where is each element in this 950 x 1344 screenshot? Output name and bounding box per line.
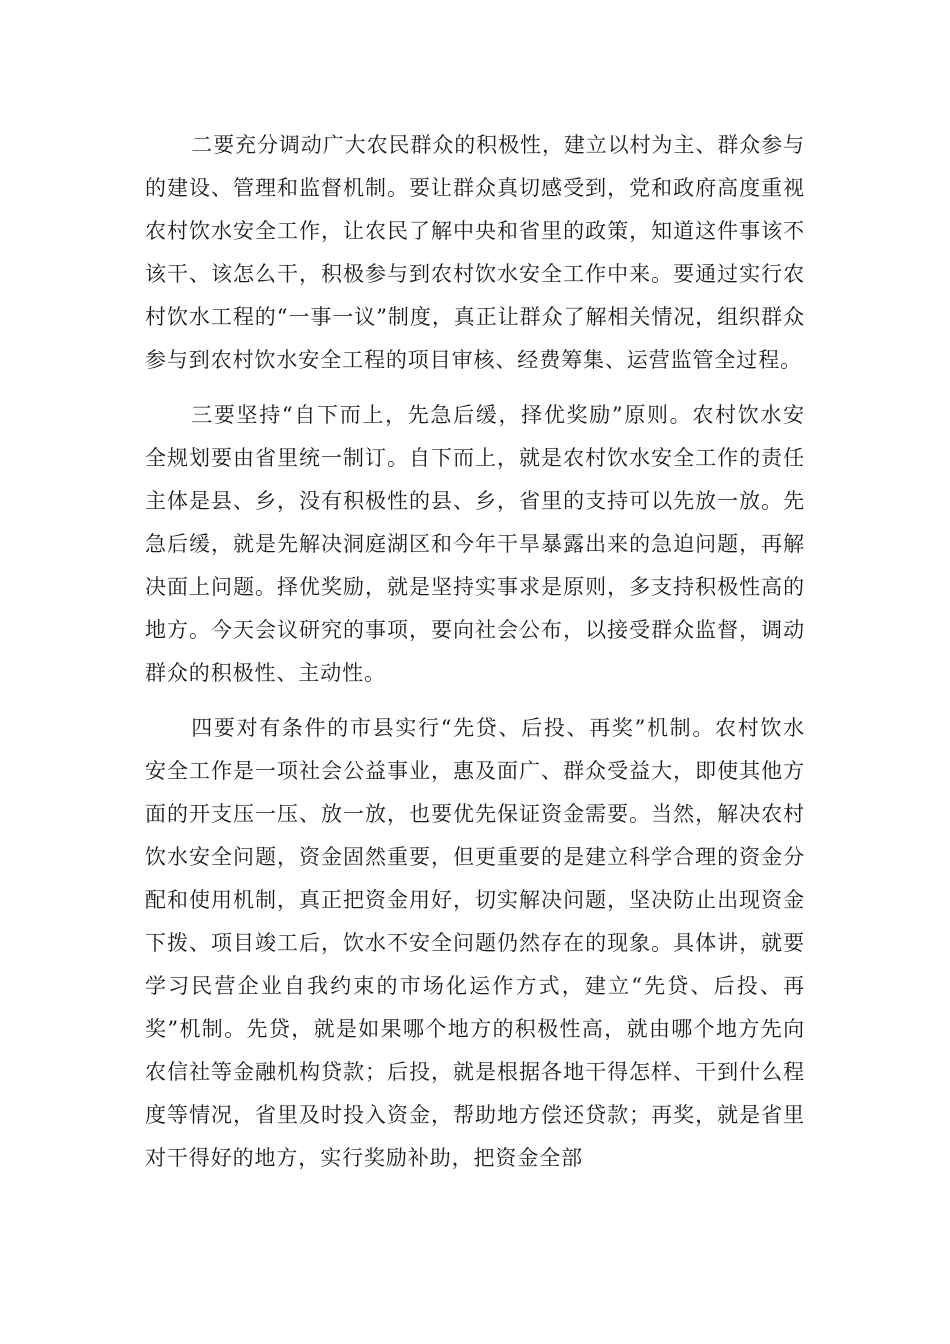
paragraph-2: 二要充分调动广大农民群众的积极性，建立以村为主、群众参与的建设、管理和监督机制。要让群众真切感受到，党和政府高度重视农村饮水安全工作，让农民了解中央和省里的政策，知道这件事该不该干、该怎么干，积极参与到农村饮水安全工作中来。要通过实行农村饮水工程的“一事一议”制度，真正让群众了解相关情况，组织群众参与到农村饮水安全工程的项目审核、经费筹集、运营监管全过程。 — [145, 133, 805, 372]
paragraph-4: 四要对有条件的市县实行“先贷、后投、再奖”机制。农村饮水安全工作是一项社会公益事业，惠及面广、群众受益大，即使其他方面的开支压一压、放一放，也要优先保证资金需要。当然，解决农村饮水安全问题，资金固然重要，但更重要的是建立科学合理的资金分配和使用机制，真正把资金用好，切实解决问题，坚决防止出现资金下拨、项目竣工后，饮水不安全问题仍然存在的现象。具体讲，就要学习民营企业自我约束的市场化运作方式，建立“先贷、后投、再奖”机制。先贷，就是如果哪个地方的积极性高，就由哪个地方先向农信社等金融机构贷款；后投，就是根据各地干得怎样、干到什么程度等情况，省里及时投入资金，帮助地方偿还贷款；再奖，就是省里对干得好的地方，实行奖励补助，把资金全部 — [145, 716, 805, 1170]
document-body — [145, 124, 805, 1192]
paragraph-3: 三要坚持“自下而上，先急后缓，择优奖励”原则。农村饮水安全规划要由省里统一制订。自下而上，就是农村饮水安全工作的责任主体是县、乡，没有积极性的县、乡，省里的支持可以先放一放。先急后缓，就是先解决洞庭湖区和今年干旱暴露出来的急迫问题，再解决面上问题。择优奖励，就是坚持实事求是原则，多支持积极性高的地方。今天会议研究的事项，要向社会公布，以接受群众监督，调动群众的积极性、主动性。 — [145, 403, 805, 685]
